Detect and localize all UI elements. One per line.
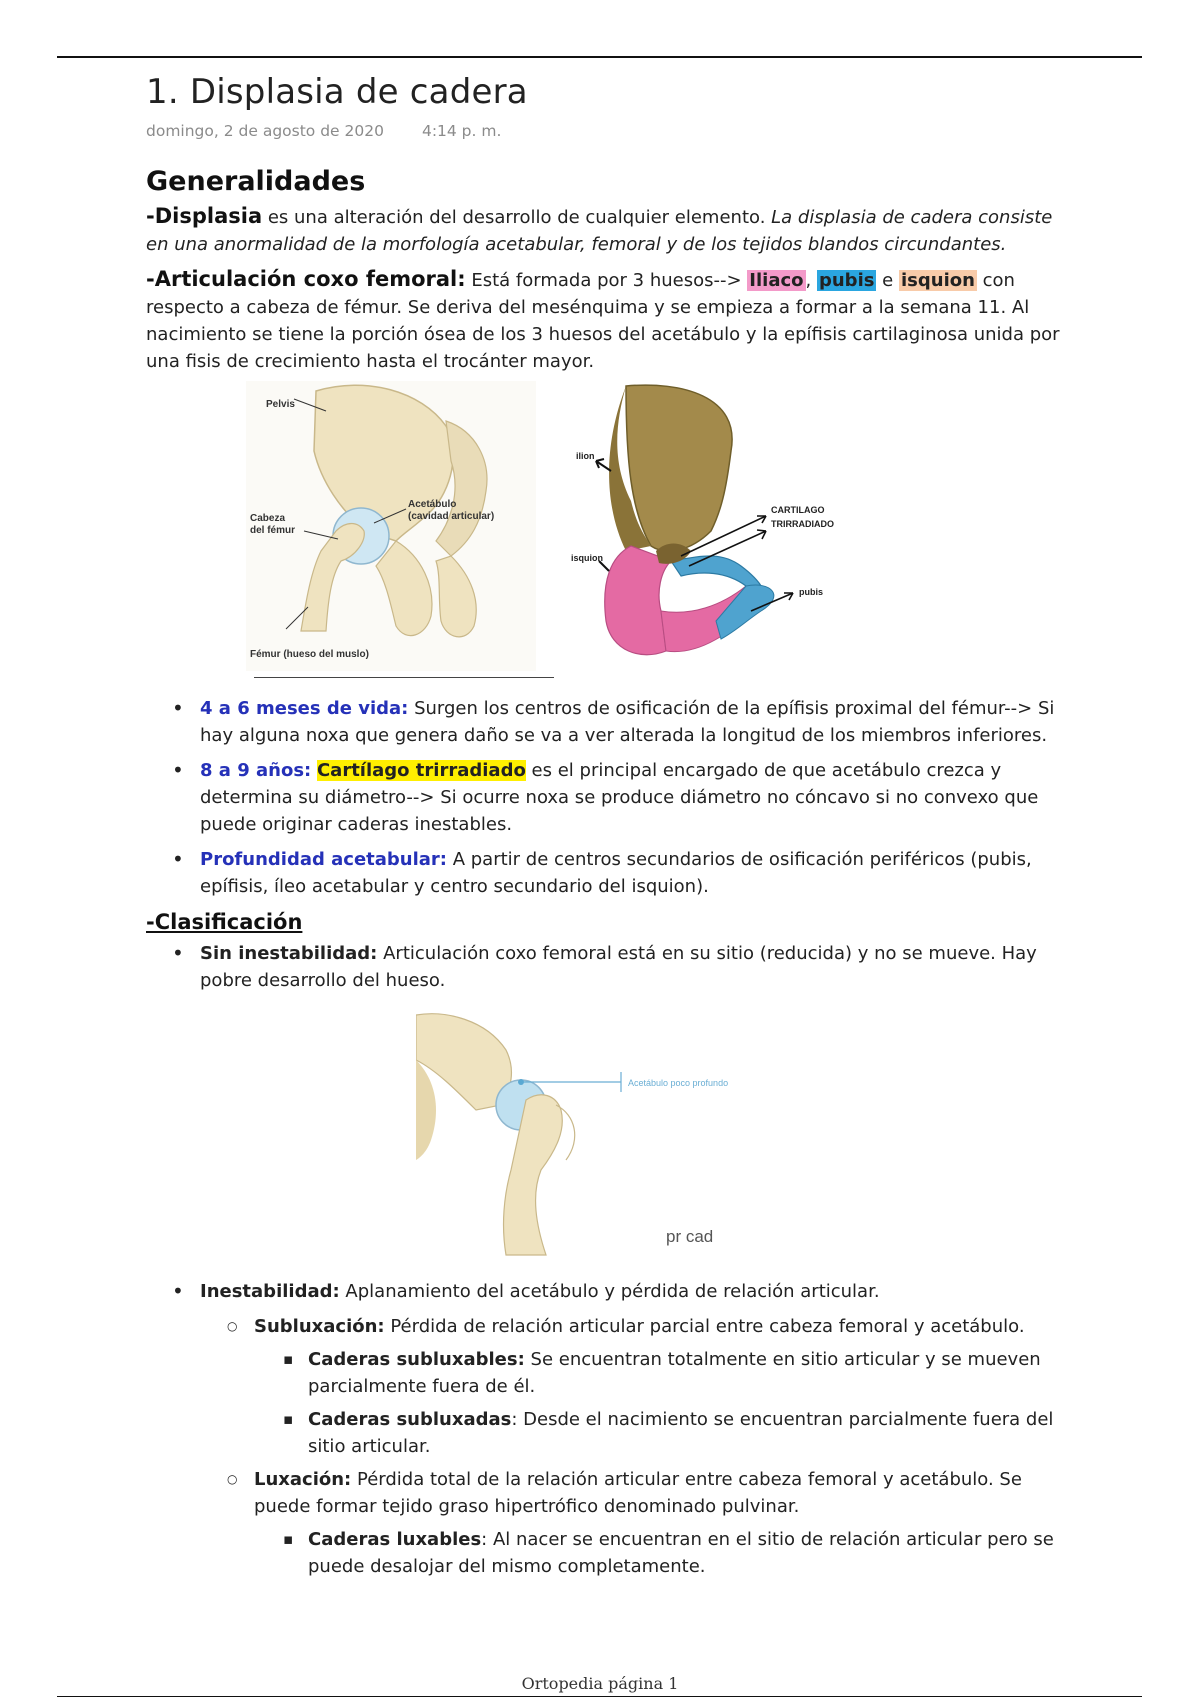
label-ilion: ilion xyxy=(576,451,595,461)
paragraph-text: con respecto a cabeza de fémur. Se deriva del mesénquima y se empieza a formar a la semana 11. Al nacimiento se tiene la porción ósea de los 3 huesos del acetábulo y la epífisis cartilaginosa unida por una fisis de crecimiento hasta el trocánter mayor. xyxy=(146,270,1060,372)
highlight-isquion: isquion xyxy=(900,270,975,291)
note-meta xyxy=(146,122,1066,140)
label-del-femur: del fémur xyxy=(250,525,296,536)
note-date: domingo, 2 de agosto de 2020 xyxy=(146,122,384,140)
bottom-rule xyxy=(57,1696,1142,1697)
instability-list xyxy=(146,1278,1066,1305)
top-rule xyxy=(57,56,1142,58)
label-acetabulo-poco-profundo: Acetábulo poco profundo xyxy=(628,1078,729,1088)
term-subluxacion: Subluxación: xyxy=(254,1316,385,1337)
label-cavidad: (cavidad articular) xyxy=(408,511,495,522)
list-item xyxy=(146,846,1066,900)
procad-logo: pr cad xyxy=(666,1227,714,1246)
label-cabeza: Cabeza xyxy=(250,513,286,524)
list-item xyxy=(146,1466,1066,1520)
page-title: 1. Displasia de cadera xyxy=(146,72,528,112)
highlight-iliaco: Iliaco xyxy=(749,270,804,291)
separator: , xyxy=(805,270,817,291)
paragraph-text: Está formada por 3 huesos--> xyxy=(465,270,748,291)
list-item xyxy=(146,695,1066,749)
paragraph-articulacion xyxy=(146,266,1066,375)
section-heading-clasificacion: -Clasificación xyxy=(146,910,303,934)
list-item-text: Se encuentran totalmente en sitio articular y se mueven parcialmente fuera de él. xyxy=(308,1349,1041,1397)
list-item xyxy=(146,757,1066,838)
term-8-9-anos: 8 a 9 años: xyxy=(200,760,312,781)
page-footer: Ortopedia página 1 xyxy=(521,1674,679,1693)
hip-joint-illustration xyxy=(246,381,536,671)
term-luxacion: Luxación: xyxy=(254,1469,352,1490)
term-inestabilidad: Inestabilidad: xyxy=(200,1281,340,1302)
hip-bone-ossification-illustration xyxy=(571,381,871,671)
note-time: 4:14 p. m. xyxy=(421,122,502,140)
term-displasia: -Displasia xyxy=(146,204,263,228)
note-page xyxy=(146,72,1066,1586)
list-item-text: Pérdida total de la relación articular entre cabeza femoral y acetábulo. Se puede formar tejido graso hipertrófico denominado pulvinar. xyxy=(254,1469,1022,1517)
label-femur: Fémur (hueso del muslo) xyxy=(250,649,369,660)
figure-row-anatomy xyxy=(146,381,1066,681)
highlight-cartilago-trirradiado: Cartílago trirradiado xyxy=(316,760,526,781)
label-cartilago: CARTILAGO xyxy=(771,505,825,515)
classification-list xyxy=(146,940,1066,994)
list-item-text: : Desde el nacimiento se encuentran parcialmente fuera del sitio articular. xyxy=(308,1409,1054,1457)
list-item-text: Articulación coxo femoral está en su sitio (reducida) y no se mueve. Hay pobre desarrollo del hueso. xyxy=(200,943,1037,991)
label-trirradiado: TRIRRADIADO xyxy=(771,519,834,529)
term-profundidad: Profundidad acetabular: xyxy=(200,849,447,870)
separator: e xyxy=(876,270,899,291)
list-item-text: A partir de centros secundarios de osificación periféricos (pubis, epífisis, íleo acetabular y centro secundario del isquion). xyxy=(200,849,1032,897)
term-caderas-subluxables: Caderas subluxables: xyxy=(308,1349,525,1370)
term-sin-inestabilidad: Sin inestabilidad: xyxy=(200,943,378,964)
development-list xyxy=(146,695,1066,900)
list-item xyxy=(146,1346,1066,1400)
label-acetabulo: Acetábulo xyxy=(408,499,457,510)
list-item-text: Pérdida de relación articular parcial entre cabeza femoral y acetábulo. xyxy=(384,1316,1025,1337)
label-pelvis: Pelvis xyxy=(266,399,295,410)
figure-underline xyxy=(254,677,554,678)
section-heading-generalidades: Generalidades xyxy=(146,166,366,197)
label-isquion: isquion xyxy=(571,553,603,563)
list-item xyxy=(146,940,1066,994)
term-caderas-subluxadas: Caderas subluxadas xyxy=(308,1409,512,1430)
list-item xyxy=(146,1278,1066,1305)
label-pubis: pubis xyxy=(799,587,823,597)
subluxacion-sublist xyxy=(146,1346,1066,1460)
list-item-text: es el principal encargado de que acetábulo crezca y determina su diámetro--> Si ocurre noxa se produce diámetro no cóncavo si no convexo que puede originar caderas inestables. xyxy=(200,760,1039,835)
paragraph-text: es una alteración del desarrollo de cualquier elemento. xyxy=(262,207,772,228)
list-item-text: Aplanamiento del acetábulo y pérdida de relación articular. xyxy=(339,1281,880,1302)
list-item xyxy=(146,1526,1066,1580)
list-item xyxy=(146,1406,1066,1460)
term-articulacion: -Articulación coxo femoral: xyxy=(146,267,466,291)
term-caderas-luxables: Caderas luxables xyxy=(308,1529,482,1550)
paragraph-displasia xyxy=(146,203,1066,258)
list-item xyxy=(146,1313,1066,1340)
luxacion-sublist xyxy=(146,1526,1066,1580)
list-item-text: : Al nacer se encuentran en el sitio de relación articular pero se puede desalojar del mismo completamente. xyxy=(308,1529,1054,1577)
paragraph-italic: La displasia de cadera consiste en una anormalidad de la morfología acetabular, femoral y de los tejidos blandos circundantes. xyxy=(146,207,1053,255)
term-4-6-meses: 4 a 6 meses de vida: xyxy=(200,698,409,719)
subluxacion-list xyxy=(146,1313,1066,1340)
list-item-text: Surgen los centros de osificación de la epífisis proximal del fémur--> Si hay alguna noxa que genera daño se va a ver alterada la longitud de los miembros inferiores. xyxy=(200,698,1055,746)
highlight-pubis: pubis xyxy=(818,270,875,291)
shallow-acetabulum-illustration xyxy=(416,1010,756,1260)
luxacion-list xyxy=(146,1466,1066,1520)
